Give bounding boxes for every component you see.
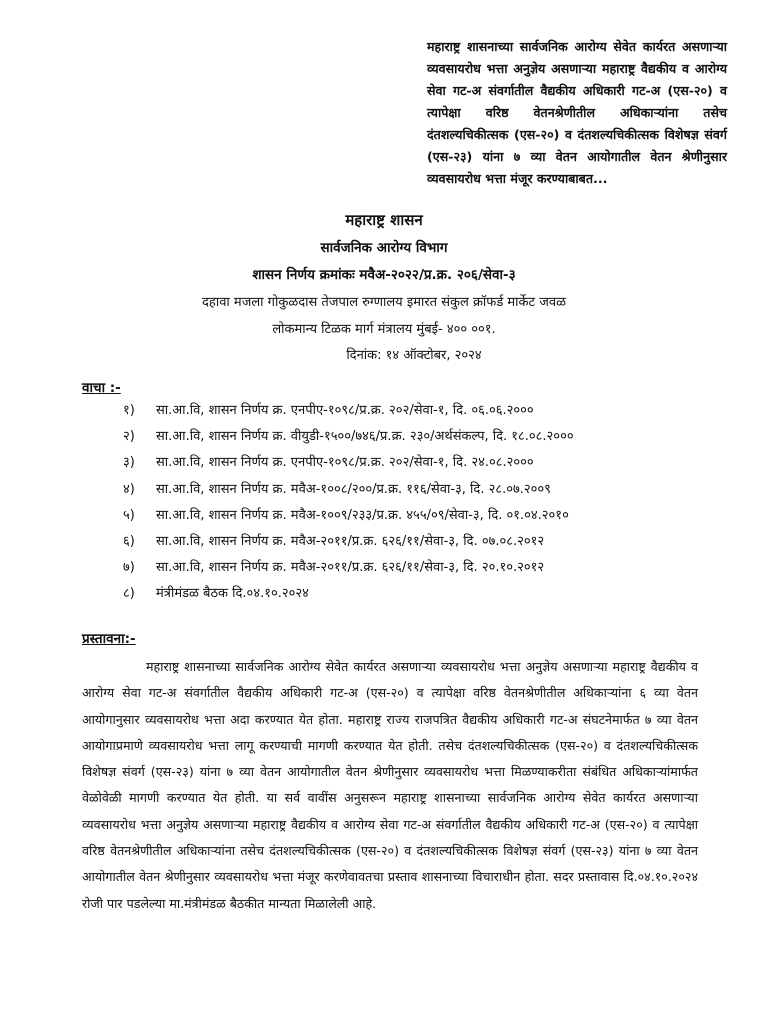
list-item: [123, 398, 574, 424]
address-line-1: दहावा मजला गोकुळदास तेजपाल रुग्णालय इमारत संकुल क्रॉफर्ड मार्केट जवळ: [202, 295, 566, 310]
reference-text: सा.आ.वि, शासन निर्णय क्र. मवैअ-१००८/२००/प्र.क्र. ११६/सेवा-३, दि. २८.०७.२००९: [156, 481, 551, 497]
reference-text: मंत्रीमंडळ बैठक दि.०४.१०.२०२४: [156, 586, 309, 602]
list-item: [123, 503, 574, 529]
government-title: महाराष्ट्र शासन: [345, 211, 423, 229]
resolution-number: शासन निर्णय क्रमांकः मवैअ-२०२२/प्र.क्र. २०६/सेवा-३: [252, 267, 516, 283]
preamble-heading: प्रस्तावना:-: [82, 631, 136, 647]
read-heading: वाचा :-: [82, 380, 121, 396]
reference-text: सा.आ.वि, शासन निर्णय क्र. मवैअ-१००९/२३३/प्र.क्र. ४५५/०९/सेवा-३, दि. ०१.०४.२०१०: [156, 507, 569, 523]
reference-text: सा.आ.वि, शासन निर्णय क्र. एनपीए-१०९८/प्र.क्र. २०२/सेवा-१, दि. ०६.०६.२०००: [156, 403, 534, 418]
reference-number: ६): [123, 533, 135, 549]
reference-number: ८): [123, 586, 135, 602]
reference-text: सा.आ.वि, शासन निर्णय क्र. मवैअ-२०११/प्र.क्र. ६२६/११/सेवा-३, दि. २०.१०.२०१२: [156, 560, 545, 576]
reference-number: १): [123, 403, 135, 418]
list-item: [123, 555, 574, 581]
reference-number: ४): [123, 481, 135, 497]
list-item: [123, 529, 574, 555]
list-item: [123, 477, 574, 503]
reference-number: ३): [123, 455, 135, 471]
reference-text: सा.आ.वि, शासन निर्णय क्र. एनपीए-१०९८/प्र.क्र. २०२/सेवा-१, दि. २४.०८.२०००: [156, 455, 534, 471]
document-date: दिनांक: १४ ऑक्टोबर, २०२४: [346, 348, 482, 363]
reference-list: [123, 398, 574, 608]
list-item: [123, 450, 574, 476]
reference-text: सा.आ.वि, शासन निर्णय क्र. वीयुडी-१५००/७४६/प्र.क्र. २३०/अर्थसंकल्प, दि. १८.०८.२०००: [156, 429, 574, 445]
subject-block: महाराष्ट्र शासनाच्या सार्वजनिक आरोग्य सेवेत कार्यरत असणाऱ्या व्यवसायरोध भत्ता अनुज्ञेय असणाऱ्या महाराष्ट्र वैद्यकीय व आरोग्य सेवा गट-अ संवर्गातील वैद्यकीय अधिकारी गट-अ (एस-२०) व त्यापेक्षा वरिष्ठ वेतनश्रेणीतील अधिकाऱ्यांना तसेच दंतशल्यचिकीत्सक (एस-२०) व दंतशल्यचिकीत्सक विशेषज्ञ संवर्ग (एस-२३) यांना ७ व्या वेतन आयोगातील वेतन श्रेणीनुसार व्यवसायरोध भत्ता मंजूर करण्याबाबत...: [427, 39, 727, 186]
reference-text: सा.आ.वि, शासन निर्णय क्र. मवैअ-२०११/प्र.क्र. ६२६/११/सेवा-३, दि. ०७.०८.२०१२: [156, 533, 545, 549]
reference-number: ५): [123, 507, 135, 523]
reference-number: ७): [123, 560, 135, 576]
preamble-paragraph: महाराष्ट्र शासनाच्या सार्वजनिक आरोग्य सेवेत कार्यरत असणाऱ्या व्यवसायरोध भत्ता अनुज्ञेय असणाऱ्या महाराष्ट्र वैद्यकीय व आरोग्य सेवा गट-अ संवर्गातील वैद्यकीय अधिकारी गट-अ (एस-२०) व त्यापेक्षा वरिष्ठ वेतनश्रेणीतील अधिकाऱ्यांना ६ व्या वेतन आयोगानुसार व्यवसायरोध भत्ता अदा करण्यात येत होता. महाराष्ट्र राज्य राजपत्रित वैद्यकीय अधिकारी गट-अ संघटनेमार्फत ७ व्या वेतन आयोगाप्रमाणे व्यवसायरोध भत्ता लागू करण्याची मागणी करण्यात येत होती. तसेच दंतशल्यचिकीत्सक (एस-२०) व दंतशल्यचिकीत्सक विशेषज्ञ संवर्ग (एस-२३) यांना ७ व्या वेतन आयोगातील वेतन श्रेणीनुसार व्यवसायरोध भत्ता मिळण्याकरीता संबंधित अधिकाऱ्यांमार्फत वेळोवेळी मागणी करण्यात येत होती. या सर्व वावींस अनुसरून महाराष्ट्र शासनाच्या सार्वजनिक आरोग्य सेवेत कार्यरत असणाऱ्या व्यवसायरोध भत्ता अनुज्ञेय असणाऱ्या महाराष्ट्र वैद्यकीय व आरोग्य सेवा गट-अ संवर्गातील वैद्यकीय अधिकारी गट-अ (एस-२०) व त्यापेक्षा वरिष्ठ वेतनश्रेणीतील अधिकाऱ्यांना तसेच दंतशल्यचिकीत्सक (एस-२०) व दंतशल्यचिकीत्सक विशेषज्ञ संवर्ग (एस-२३) यांना ७ व्या वेतन आयोगातील वेतन श्रेणीनुसार व्यवसायरोध भत्ता मंजूर करणेवावतचा प्रस्ताव शासनाच्या विचाराधीन होता. सदर प्रस्तावास दि.०४.१०.२०२४ रोजी पार पडलेल्या मा.मंत्रीमंडळ बैठकीत मान्यता मिळालेली आहे.: [82, 659, 698, 911]
department-name: सार्वजनिक आरोग्य विभाग: [320, 240, 448, 256]
list-item: [123, 581, 574, 607]
list-item: [123, 424, 574, 450]
reference-number: २): [123, 429, 135, 445]
address-line-2: लोकमान्य टिळक मार्ग मंत्रालय मुंबई- ४०० ००१.: [272, 322, 496, 337]
